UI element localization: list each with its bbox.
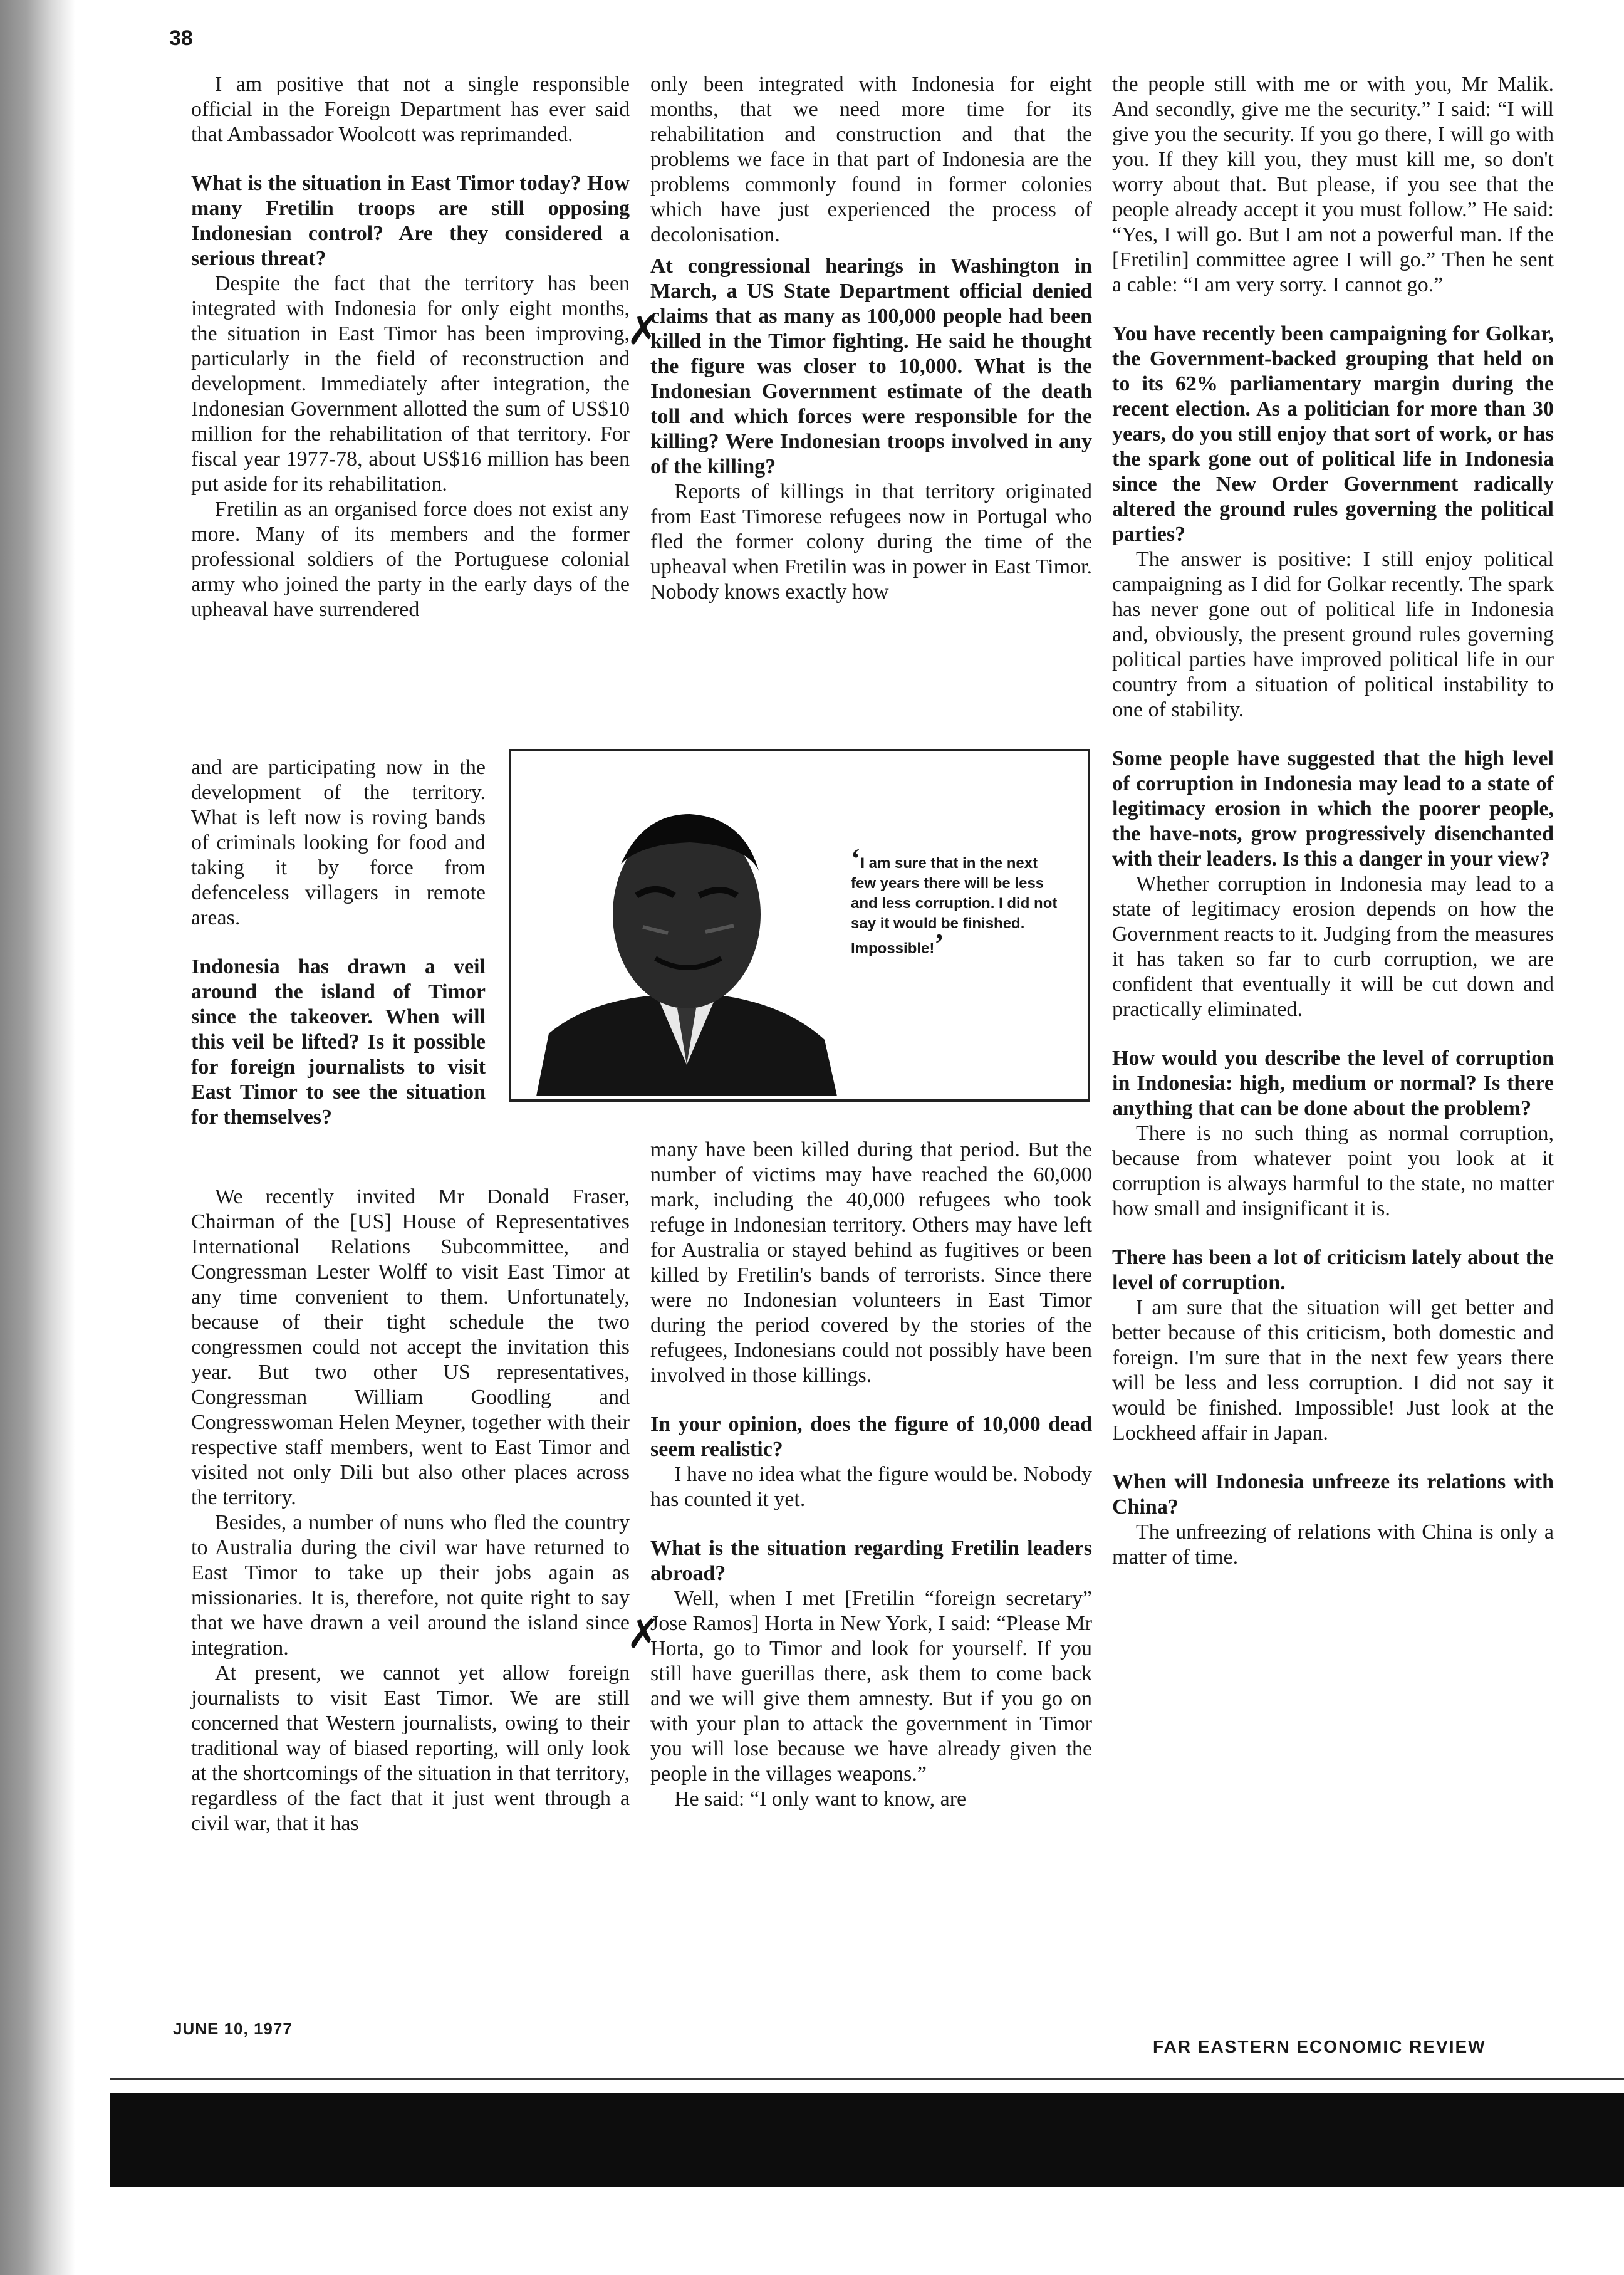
x-mark-icon: ✗: [627, 308, 660, 353]
col1-paragraph: I am positive that not a single responsible official in the Foreign Department has ever said that Ambassador Woolcott was reprimanded.: [191, 73, 630, 146]
column-1-lower: [191, 1185, 630, 1836]
col3-question: When will Indonesia unfreeze its relations with China?: [1112, 1470, 1554, 1519]
col2-paragraph: I have no idea what the figure would be. Nobody has counted it yet.: [650, 1463, 1092, 1511]
col3-paragraph: There is no such thing as normal corruption, because from whatever point you look at it corruption is always harmful to the state, no matter how small and insignificant it is.: [1112, 1122, 1554, 1220]
col3-paragraph: Whether corruption in Indonesia may lead to a state of legitimacy erosion depends on how the Government reacts to it. Judging from the measures it has taken so far to curb corruption, we are confident that eventually it will be cut down and practically eliminated.: [1112, 872, 1554, 1021]
col3-question: There has been a lot of criticism lately about the level of corruption.: [1112, 1246, 1554, 1294]
col3-question: You have recently been campaigning for Golkar, the Government-backed grouping that held on to its 62% parliamentary margin during the recent election. As a politician for more than 30 years, do you still enjoy that sort of work, or has the spark gone out of political life in Indonesia since the New Order Government radically altered the ground rules governing the political parties?: [1112, 322, 1554, 546]
scan-black-band: [110, 2093, 1624, 2187]
col3-paragraph: the people still with me or with you, Mr Malik. And secondly, give me the security.” I said: “I will give you the security. If you go there, I will go with you. If they kill you, they must kill me, so don't worry about that. But please, if you see that the people already accept it you must follow.” He said: “Yes, I will go. But I am not a powerful man. If the [Fretilin] committee agree I will go.” Then he sent a cable: “I am very sorry. I cannot go.”: [1112, 73, 1554, 296]
col2-paragraph: Reports of killings in that territory originated from East Timorese refugees now in Portugal who fled the former colony during the time of the upheaval when Fretilin was in power in East Timor. Nobody knows exactly how: [650, 480, 1092, 604]
issue-date: JUNE 10, 1977: [173, 2019, 293, 2038]
col3-paragraph: The unfreezing of relations with China is only a matter of time.: [1112, 1520, 1554, 1569]
col2-question: What is the situation regarding Fretilin leaders abroad?: [650, 1537, 1092, 1585]
publication-name: FAR EASTERN ECONOMIC REVIEW: [1153, 2037, 1486, 2056]
col3-paragraph: The answer is positive: I still enjoy political campaigning as I did for Golkar recently. The spark has never gone out of political life in Indonesia and, obviously, the present ground rules governing political parties have improved political life in our country from a situation of political instability to one of stability.: [1112, 548, 1554, 721]
column-2-upper: [650, 72, 1092, 605]
binding-shadow: [0, 0, 75, 2275]
page-number: 38: [169, 26, 193, 50]
column-1-narrow: [191, 755, 486, 1130]
column-1-upper: [191, 72, 630, 622]
col3-question: How would you describe the level of corruption in Indonesia: high, medium or normal? Is there anything that can be done about the problem?: [1112, 1047, 1554, 1120]
col2-question: At congressional hearings in Washington in March, a US State Department official denied claims that as many as 100,000 people had been killed in the Timor fighting. He said he thought the figure was closer to 10,000. What is the Indonesian Government estimate of the death toll and which forces were responsible for the killing? Were Indonesian troops involved in any of the killing?: [650, 254, 1092, 478]
col1-paragraph: Fretilin as an organised force does not exist any more. Many of its members and the former professional soldiers of the Portuguese colonial army who joined the party in the early days of the upheaval have surrendered: [191, 498, 630, 621]
x-mark-icon: ✗: [627, 1611, 660, 1656]
col1-paragraph: Despite the fact that the territory has been integrated with Indonesia for only eight months, the situation in East Timor has been improving, particularly in the field of reconstruction and development. Immediately after integration, the Indonesian Government allotted the sum of US$10 million for the rehabilitation of that territory. For fiscal year 1977-78, about US$16 million has been put aside for its rehabilitation.: [191, 272, 630, 496]
col3-question: Some people have suggested that the high level of corruption in Indonesia may lead to a state of legitimacy erosion in which the poorer people, the have-nots, grow progressively disenchanted with their leaders. Is this a danger in your view?: [1112, 747, 1554, 871]
column-3: [1112, 72, 1554, 1570]
col1-paragraph: Besides, a number of nuns who fled the country to Australia during the civil war have returned to East Timor to take up their jobs again as missionaries. It is, therefore, not quite right to say that we have drawn a veil around the island since integration.: [191, 1511, 630, 1660]
pull-quote: [851, 842, 1064, 960]
col1-question: Indonesia has drawn a veil around the island of Timor since the takeover. When will this veil be lifted? Is it possible for foreign journalists to visit East Timor to see the situation for themselves?: [191, 955, 486, 1129]
photo-box: [509, 749, 1090, 1102]
footer-rule: [110, 2078, 1624, 2080]
close-quote-icon: ’: [934, 928, 944, 960]
col2-paragraph: Well, when I met [Fretilin “foreign secretary” Jose Ramos] Horta in New York, I said: “Please Mr Horta, go to Timor and look for yourself. If you still have guerillas there, ask them to come back and we will give them amnesty. But if you go on with your plan to attack the government in Timor you will lose because we have already given the people in the villages weapons.”: [650, 1587, 1092, 1786]
col2-paragraph: many have been killed during that period. But the number of victims may have reached the 60,000 mark, including the 40,000 refugees who took refuge in Indonesian territory. Others may have left for Australia or stayed behind as fugitives or been killed by Fretilin's bands of terrorists. Since there were no Indonesian volunteers in East Timor during the period covered by the stories of the refugees, Indonesians could not possibly have been involved in those killings.: [650, 1138, 1092, 1387]
pull-quote-text: I am sure that in the next few years there will be less and less corruption. I did not say it would be finished. Impossible!: [851, 855, 1058, 957]
col1-paragraph: We recently invited Mr Donald Fraser, Chairman of the [US] House of Representatives International Relations Subcommittee, and Congressman Lester Wolff to visit East Timor at any time convenient to them. Unfortunately, because of their tight schedule the two congressmen could not accept the invitation this year. But two other US representatives, Congressman William Goodling and Congresswoman Helen Meyner, together with their respective staff members, went to East Timor and visited not only Dili but also other places across the territory.: [191, 1185, 630, 1509]
col3-paragraph: I am sure that the situation will get better and better because of this criticism, both domestic and foreign. I'm sure that in the next few years there will be less and less corruption. I did not say it would be finished. Impossible! Just look at the Lockheed affair in Japan.: [1112, 1296, 1554, 1445]
col2-question: In your opinion, does the figure of 10,000 dead seem realistic?: [650, 1413, 1092, 1461]
col1-paragraph: and are participating now in the development of the territory. What is left now is roving bands of criminals looking for food and taking it by force from defenceless villagers in remote areas.: [191, 756, 486, 929]
portrait-photo: [511, 770, 862, 1096]
col1-question: What is the situation in East Timor today? How many Fretilin troops are still opposing Indonesian control? Are they considered a serious threat?: [191, 172, 630, 270]
column-2-lower: [650, 1138, 1092, 1812]
col2-paragraph: He said: “I only want to know, are: [674, 1787, 967, 1811]
col1-paragraph: At present, we cannot yet allow foreign journalists to visit East Timor. We are still concerned that Western journalists, owing to their traditional way of biased reporting, will only look at the shortcomings of the situation in that territory, regardless of the fact that it just went through a civil war, that it has: [191, 1661, 630, 1835]
open-quote-icon: ‘: [851, 842, 861, 874]
col2-paragraph: only been integrated with Indonesia for eight months, that we need more time for its rehabilitation and construction and that the problems we face in that part of Indonesia are the problems commonly found in former colonies which have just experienced the process of decolonisation.: [650, 73, 1092, 246]
